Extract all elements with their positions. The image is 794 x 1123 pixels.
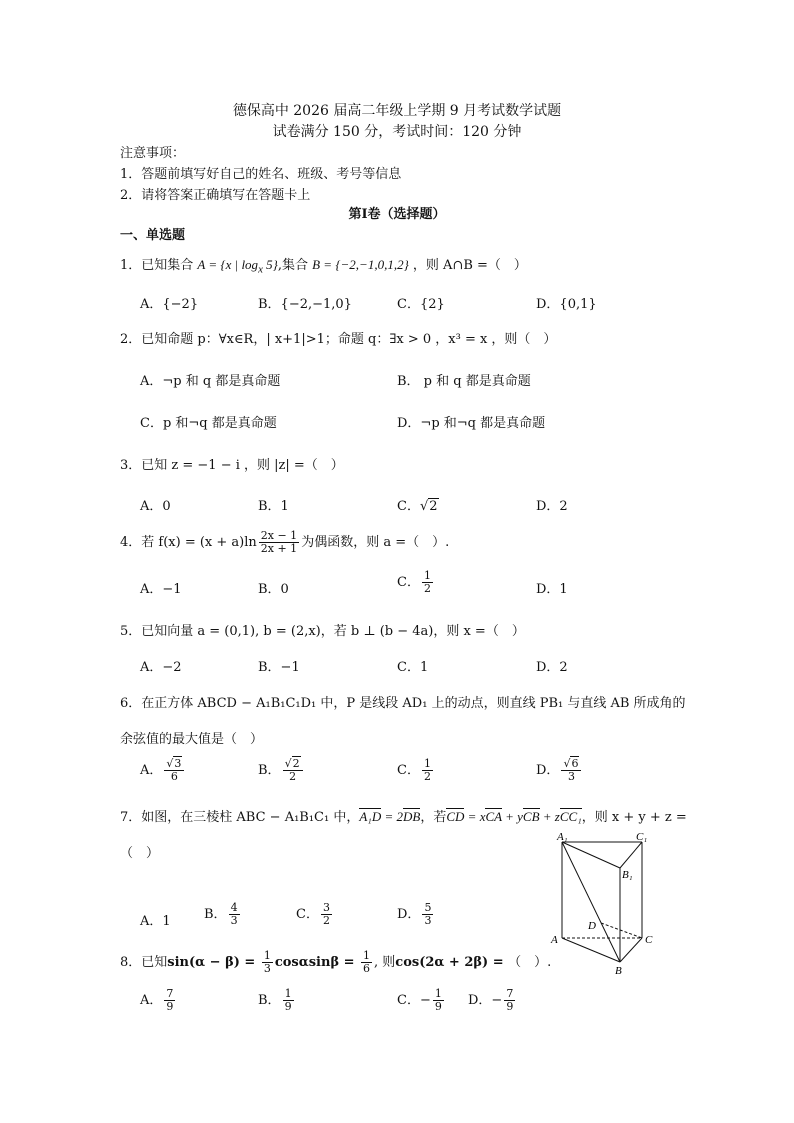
question-3-option-c: C．√2 <box>397 499 438 514</box>
question-8-option-a: A． $\frac{7}{9}$ <box>140 987 174 1013</box>
question-6-option-a: A． $\frac{√3}{6}$ <box>140 758 186 783</box>
question-4-stem: 4．若 f(x) = (x + a)ln $\frac{2x - 1}{2x + 1}$ 为偶函数，则 a =（ ）. <box>120 529 450 555</box>
question-6-option-d: D． $\frac{√6}{3}$ <box>536 758 583 783</box>
question-7-option-d: D． $\frac{5}{3}$ <box>397 901 432 927</box>
question-2-option-a: A．¬p 和 q 都是真命题 <box>140 374 281 389</box>
label-a1: A₁ <box>557 831 568 843</box>
note-item: 1．答题前填写好自己的姓名、班级、考号等信息 <box>120 167 402 182</box>
page-subtitle: 试卷满分 150 分，考试时间：120 分钟 <box>272 124 522 140</box>
question-8-stem: 8．已知sin(α − β) = $\frac{1}{3}$ cosαsinβ = $\frac{1}{6}$ , 则cos(2α + 2β) = （ ）. <box>120 949 552 975</box>
question-8-option-d: D．− $\frac{7}{9}$ <box>468 987 514 1013</box>
label-c: C <box>645 934 653 946</box>
question-1-option-d: D．{0,1} <box>536 297 597 312</box>
question-2-option-b: B． p 和 q 都是真命题 <box>397 374 531 389</box>
question-1-option-a: A．{−2} <box>140 297 199 312</box>
question-8-option-b: B． $\frac{1}{9}$ <box>258 987 292 1013</box>
question-6-stem-line2: 余弦值的最大值是（ ） <box>120 732 264 747</box>
question-4-option-d: D．1 <box>536 582 568 597</box>
question-7-stem: 7．如图，在三棱柱 ABC − A₁B₁C₁ 中，A₁D = 2DB，若CD = xCA + yCB + zCC₁，则 x + y + z = <box>120 809 687 825</box>
note-item: 2．请将答案正确填写在答题卡上 <box>120 188 311 203</box>
label-b1: B₁ <box>622 869 633 881</box>
question-4-option-a: A．−1 <box>140 582 182 597</box>
question-2-option-d: D．¬p 和¬q 都是真命题 <box>397 416 546 431</box>
section-title: 一、单选题 <box>120 228 186 243</box>
notes-heading: 注意事项： <box>120 146 186 161</box>
question-5-option-d: D．2 <box>536 660 568 675</box>
question-3-option-a: A．0 <box>140 499 171 514</box>
page-title: 德保高中 2026 届高二年级上学期 9 月考试数学试题 <box>232 103 562 119</box>
question-1-stem: 1．已知集合 A = {x | $\log_x 5$},集合 B = {−2,−1,0,1,2} ，则 A∩B =（ ） <box>120 257 527 276</box>
question-3-stem: 3．已知 z = −1 − i ，则 |z| =（ ） <box>120 458 344 473</box>
question-2-option-c: C．p 和¬q 都是真命题 <box>140 416 277 431</box>
question-5-option-c: C．1 <box>397 660 429 675</box>
question-3-option-b: B．1 <box>258 499 289 514</box>
label-b: B <box>615 965 622 977</box>
question-5-option-b: B．−1 <box>258 660 300 675</box>
question-4-option-c: C． $\frac{1}{2}$ <box>397 569 431 595</box>
question-3-option-d: D．2 <box>536 499 568 514</box>
label-c1: C₁ <box>636 831 648 843</box>
question-4-option-b: B．0 <box>258 582 289 597</box>
question-5-option-a: A．−2 <box>140 660 182 675</box>
question-7-option-b: B． $\frac{4}{3}$ <box>204 901 238 927</box>
question-1-option-b: B．{−2,−1,0} <box>258 297 352 312</box>
volume-title: 第Ⅰ卷（选择题） <box>348 207 446 222</box>
question-6-option-b: B． $\frac{√2}{2}$ <box>258 758 305 783</box>
question-8-option-c: C．− $\frac{1}{9}$ <box>397 987 442 1013</box>
question-6-stem-line1: 6．在正方体 ABCD − A₁B₁C₁D₁ 中，P 是线段 AD₁ 上的动点，则直线 PB₁ 与直线 AB 所成角的 <box>120 696 686 711</box>
question-6-option-c: C． $\frac{1}{2}$ <box>397 757 431 783</box>
label-a: A <box>551 934 558 946</box>
question-7-option-c: C． $\frac{3}{2}$ <box>296 901 330 927</box>
prism-figure <box>548 828 668 978</box>
question-1-option-c: C．{2} <box>397 297 445 312</box>
question-7-option-a: A．1 <box>140 914 171 929</box>
question-7-stem-line2: （ ） <box>120 846 160 861</box>
question-2-stem: 2．已知命题 p：∀x∈R，| x+1|>1；命题 q：∃x > 0 ，x³ = x ，则（ ） <box>120 332 557 347</box>
question-5-stem: 5．已知向量 a = (0,1), b = (2,x)，若 b ⊥ (b − 4a)，则 x =（ ） <box>120 624 525 639</box>
label-d: D <box>588 920 596 932</box>
